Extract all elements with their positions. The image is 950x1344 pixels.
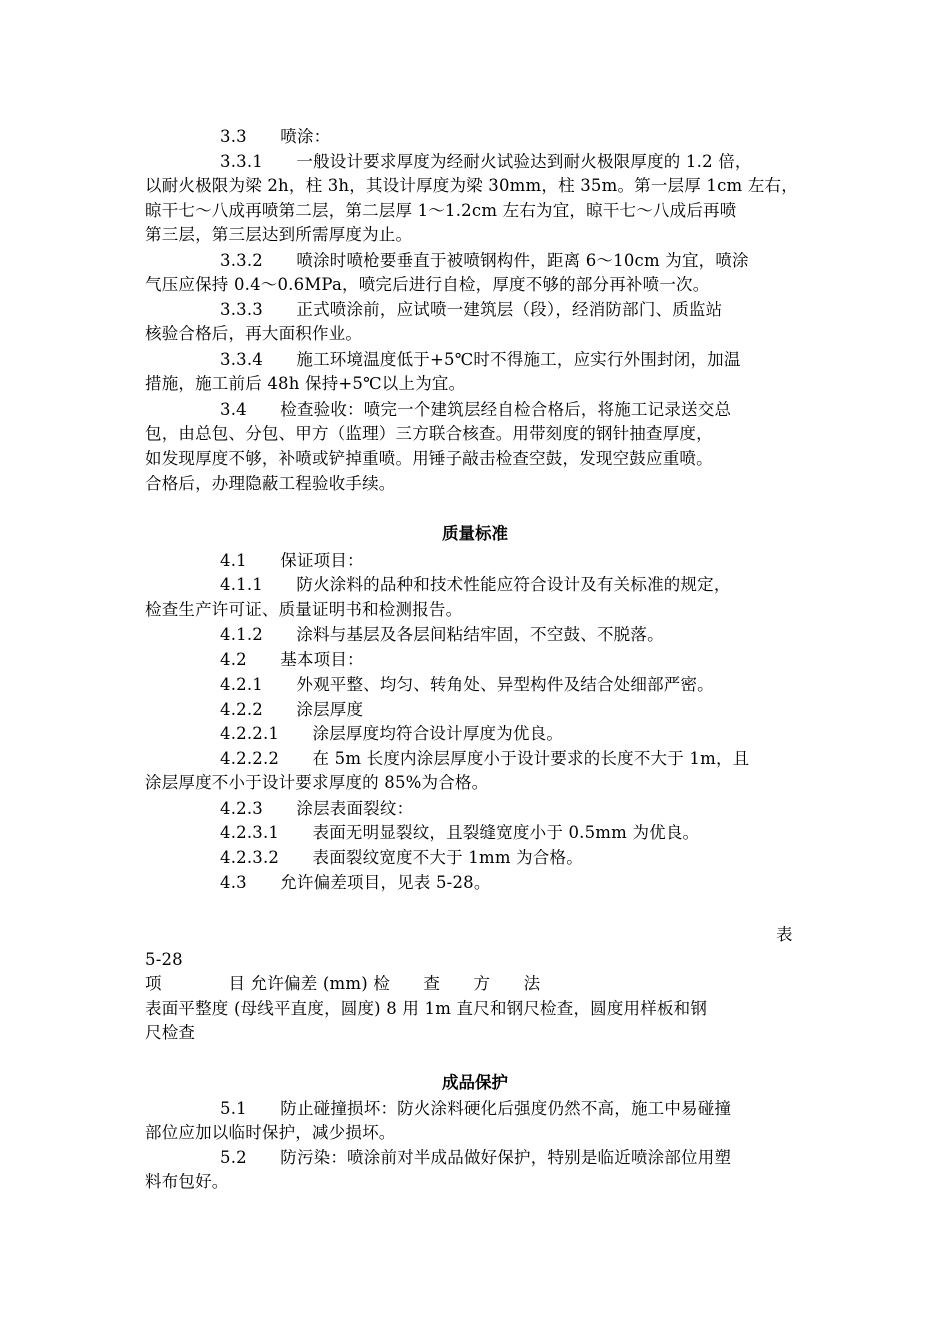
para-3-3-1-cont: 以耐火极限为梁 2h，柱 3h，其设计厚度为梁 30mm，柱 35m。第一层厚 1cm 左右， (145, 176, 798, 195)
section-3-3: 3.3 喷涂： (220, 127, 331, 146)
table-number: 5-28 (145, 950, 183, 969)
section-4-1: 4.1 保证项目： (220, 551, 364, 570)
para-4-1-2: 4.1.2 涂料与基层及各层间粘结牢固，不空鼓、不脱落。 (220, 625, 664, 644)
para-3-3-1: 3.3.1 一般设计要求厚度为经耐火试验达到耐火极限厚度的 1.2 倍， (220, 152, 752, 171)
para-4-2-2: 4.2.2 涂层厚度 (220, 700, 364, 719)
heading-product-protection: 成品保护 (442, 1073, 508, 1092)
para-3-3-4-cont: 措施，施工前后 48h 保持+5℃以上为宜。 (145, 374, 466, 393)
para-4-2-2-2: 4.2.2.2 在 5m 长度内涂层厚度小于设计要求的长度不大于 1m，且 (220, 749, 750, 768)
para-4-1-1: 4.1.1 防火涂料的品种和技术性能应符合设计及有关标准的规定， (220, 575, 731, 594)
para-3-4-cont: 包，由总包、分包、甲方（监理）三方联合核查。用带刻度的钢针抽查厚度， (145, 424, 713, 443)
para-3-3-1-cont: 第三层，第三层达到所需厚度为止。 (145, 225, 413, 244)
section-4-2: 4.2 基本项目： (220, 650, 364, 669)
para-5-2: 5.2 防污染：喷涂前对半成品做好保护，特别是临近喷涂部位用塑 (220, 1148, 732, 1167)
para-3-4-cont: 如发现厚度不够，补喷或铲掉重喷。用锤子敲击检查空鼓，发现空鼓应重喷。 (145, 449, 713, 468)
heading-quality-standard: 质量标准 (442, 524, 508, 543)
table-row: 表面平整度 (母线平直度，圆度) 8 用 1m 直尺和钢尺检查，圆度用样板和钢 (145, 999, 708, 1018)
para-4-2-1: 4.2.1 外观平整、均匀、转角处、异型构件及结合处细部严密。 (220, 675, 714, 694)
para-4-2-2-1: 4.2.2.1 涂层厚度均符合设计厚度为优良。 (220, 724, 564, 743)
para-3-3-2: 3.3.2 喷涂时喷枪要垂直于被喷钢构件，距离 6～10cm 为宜，喷涂 (220, 251, 749, 270)
para-5-2-cont: 料布包好。 (145, 1172, 229, 1191)
para-4-1-1-cont: 检查生产许可证、质量证明书和检测报告。 (145, 600, 463, 619)
table-row-cont: 尺检查 (145, 1023, 196, 1042)
para-3-3-2-cont: 气压应保持 0.4～0.6MPa，喷完后进行自检，厚度不够的部分再补喷一次。 (145, 275, 710, 294)
para-4-2-3-1: 4.2.3.1 表面无明显裂纹，且裂缝宽度小于 0.5mm 为优良。 (220, 823, 700, 842)
para-3-3-1-cont: 晾干七～八成再喷第二层，第二层厚 1～1.2cm 左右为宜，晾干七～八成后再喷 (145, 201, 737, 220)
para-3-3-3-cont: 核验合格后，再大面积作业。 (145, 324, 363, 343)
para-3-3-3: 3.3.3 正式喷涂前，应试喷一建筑层（段），经消防部门、质监站 (220, 300, 723, 319)
table-header-row: 项 目 允许偏差 (mm) 检 查 方 法 (145, 974, 541, 993)
table-caption-label: 表 (776, 925, 793, 944)
para-5-1: 5.1 防止碰撞损坏：防火涂料硬化后强度仍然不高，施工中易碰撞 (220, 1099, 732, 1118)
para-3-3-4: 3.3.4 施工环境温度低于+5℃时不得施工，应实行外围封闭，加温 (220, 350, 741, 369)
para-3-4: 3.4 检查验收：喷完一个建筑层经自检合格后，将施工记录送交总 (220, 400, 732, 419)
para-4-2-2-2-cont: 涂层厚度不小于设计要求厚度的 85%为合格。 (145, 773, 489, 792)
para-4-2-3-2: 4.2.3.2 表面裂纹宽度不大于 1mm 为合格。 (220, 848, 583, 867)
section-4-3: 4.3 允许偏差项目，见表 5-28。 (220, 873, 491, 892)
para-4-2-3: 4.2.3 涂层表面裂纹： (220, 799, 414, 818)
para-3-4-cont: 合格后，办理隐蔽工程验收手续。 (145, 474, 396, 493)
para-5-1-cont: 部位应加以临时保护，减少损坏。 (145, 1123, 396, 1142)
